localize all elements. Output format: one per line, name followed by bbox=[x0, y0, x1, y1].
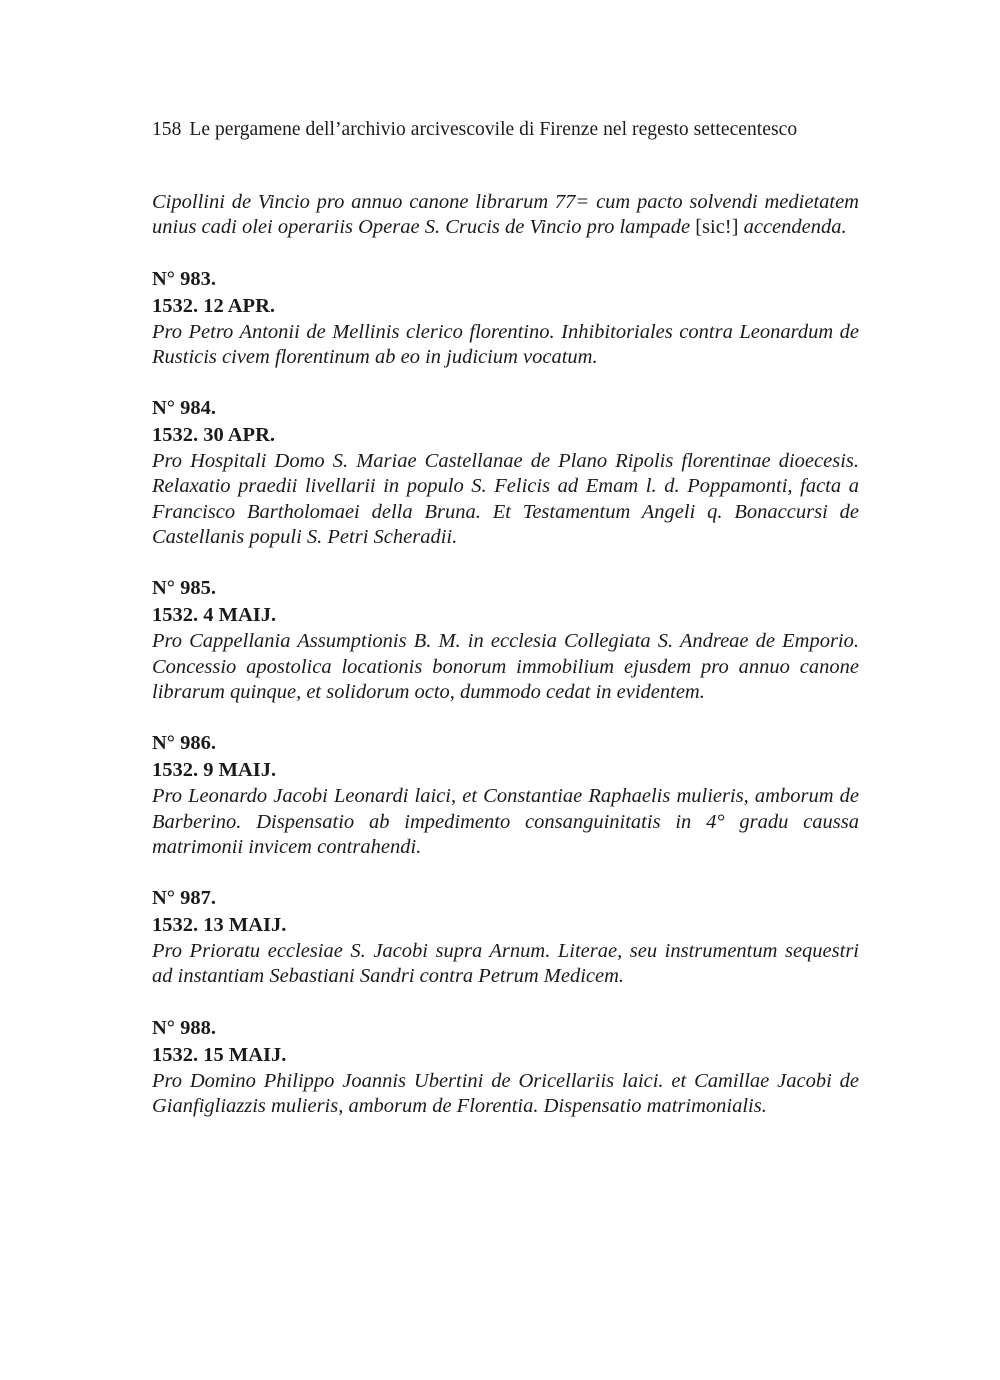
entry-985 bbox=[152, 575, 859, 705]
entry-text: Pro Prioratu ecclesiae S. Jacobi supra Arnum. Literae, seu instrumentum sequestri ad instantiam Sebastiani Sandri contra Petrum Medicem. bbox=[152, 940, 859, 988]
entry-988 bbox=[152, 1015, 859, 1120]
entry-date: 1532. 15 MAIJ. bbox=[152, 1043, 287, 1066]
entry-number: N° 988. bbox=[152, 1016, 217, 1039]
page-number: 158 bbox=[152, 119, 182, 140]
entry-983 bbox=[152, 266, 859, 371]
entry-number: N° 987. bbox=[152, 887, 217, 910]
sic-note: [sic!] bbox=[695, 216, 739, 239]
running-head bbox=[152, 119, 797, 141]
register-text bbox=[152, 190, 859, 1144]
entry-text: Pro Leonardo Jacobi Leonardi laici, et Constantiae Raphaelis mulieris, amborum de Barberino. Dispensatio ab impedimento consanguinitatis in 4° gradu caussa matrimonii invicem contrahendi. bbox=[152, 785, 859, 858]
entry-984 bbox=[152, 395, 859, 550]
entry-number: N° 983. bbox=[152, 267, 217, 290]
entry-date: 1532. 12 APR. bbox=[152, 294, 275, 317]
entry-number: N° 985. bbox=[152, 577, 217, 600]
continuation-paragraph bbox=[152, 190, 859, 241]
entry-987 bbox=[152, 885, 859, 990]
entry-date: 1532. 4 MAIJ. bbox=[152, 604, 277, 627]
entry-text: Pro Hospitali Domo S. Mariae Castellanae de Plano Ripolis florentinae dioecesis. Relaxatio praedii livellarii in populo S. Felicis ad Emam l. d. Poppamonti, facta a Francisco Bartholomaei della Bruna. Et Testamentum Angeli q. Bonaccursi de Castellanis populi S. Petri Scheradii. bbox=[152, 450, 859, 549]
entry-number: N° 984. bbox=[152, 397, 217, 420]
running-title: Le pergamene dell’archivio arcivescovile di Firenze nel regesto settecentesco bbox=[189, 119, 798, 140]
entry-text: Pro Petro Antonii de Mellinis clerico florentino. Inhibitoriales contra Leonardum de Rusticis civem florentinum ab eo in judicium vocatum. bbox=[152, 320, 859, 368]
continuation-text-end: accendenda. bbox=[743, 216, 847, 239]
entry-text: Pro Cappellania Assumptionis B. M. in ecclesia Collegiata S. Andreae de Emporio. Concessio apostolica locationis bonorum immobilium ejusdem pro annuo canone librarum quinque, et solidorum octo, dummodo cedat in evidentem. bbox=[152, 630, 859, 703]
entry-number: N° 986. bbox=[152, 732, 217, 755]
entry-text: Pro Domino Philippo Joannis Ubertini de Oricellariis laici. et Camillae Jacobi de Gianfigliazzis mulieris, amborum de Florentia. Dispensatio matrimonialis. bbox=[152, 1069, 859, 1118]
entry-date: 1532. 9 MAIJ. bbox=[152, 759, 277, 782]
continuation-text: Cipollini de Vincio pro annuo canone librarum 77= cum pacto solvendi medietatem unius cadi olei operariis Operae S. Crucis de Vincio pro lampade bbox=[152, 191, 859, 239]
entry-date: 1532. 13 MAIJ. bbox=[152, 914, 287, 937]
entry-date: 1532. 30 APR. bbox=[152, 424, 275, 447]
entry-986 bbox=[152, 730, 859, 860]
